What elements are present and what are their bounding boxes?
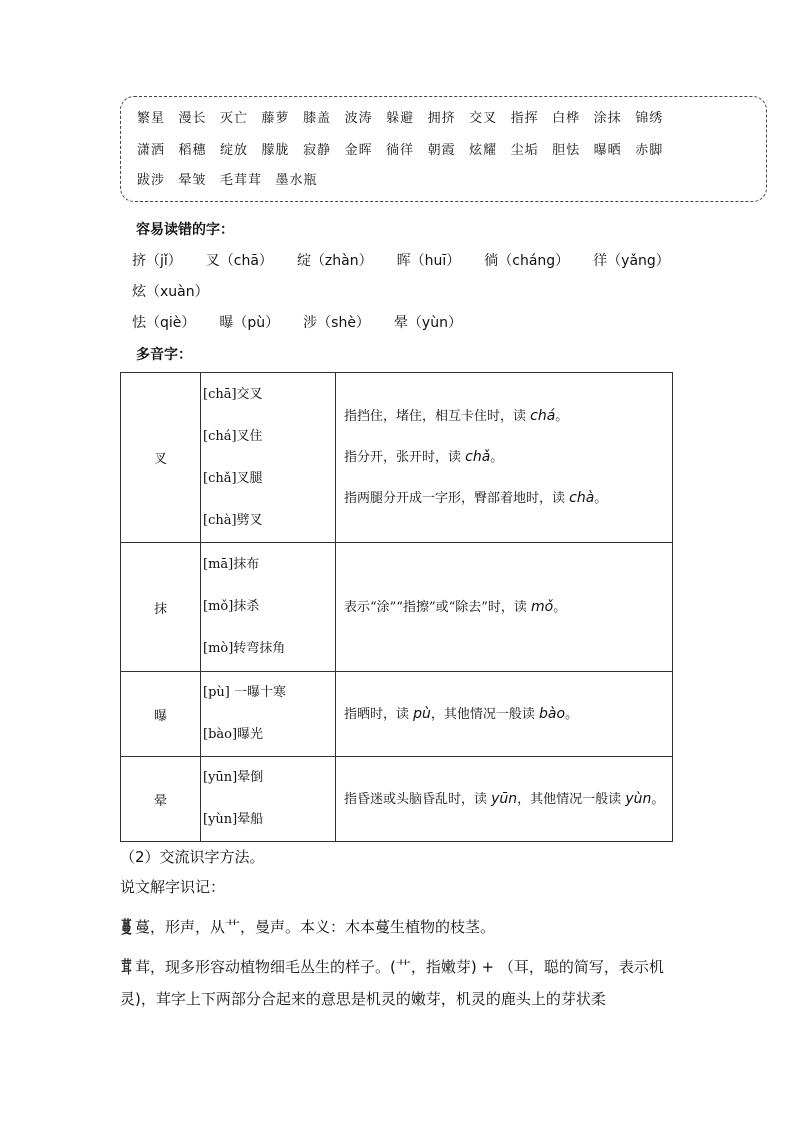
vocab-word: 徜徉: [386, 143, 415, 158]
punctuation: 。: [651, 791, 665, 807]
explanation-line: [344, 700, 672, 729]
vocab-word: 波涛: [344, 111, 373, 126]
shuowen-entry: [120, 952, 680, 1014]
misread-char: 徉（yǎng）: [593, 253, 670, 269]
polyphonic-char: 曝: [121, 672, 201, 757]
explanation-cell: [336, 757, 673, 842]
method-text: （2）交流识字方法。: [120, 848, 265, 866]
misread-char: 怯（qiè）: [132, 315, 196, 331]
vocab-word: 寂静: [303, 143, 332, 158]
explanation-text: ，其他情况一般读: [430, 706, 540, 722]
table-row: [121, 543, 673, 672]
vocab-row-2: [137, 139, 766, 163]
readings-cell: [201, 672, 336, 757]
explanation-cell: [336, 373, 673, 543]
table-row: [121, 373, 673, 543]
explanation-line: [344, 396, 672, 437]
explanation-text: 指晒时，读: [344, 706, 414, 722]
reading-item: [mò]转弯抹角: [203, 641, 286, 656]
explanation-text: 指昏迷或头脑昏乱时，读: [344, 791, 492, 807]
polyphonic-char: 抹: [121, 543, 201, 672]
explanation-text: 表示“涂”“指擦”或“除去”时，读: [344, 599, 532, 615]
explanation-text: 指分开，张开时，读: [344, 450, 466, 465]
table-row: [121, 672, 673, 757]
seal-script-glyph: 茸: [121, 958, 132, 979]
vocab-word: 朦胧: [261, 143, 290, 158]
misread-char: 涉（shè）: [303, 315, 370, 331]
reading-item: [mā]抹布: [203, 557, 260, 572]
vocab-word: 涂抹: [593, 111, 622, 126]
misread-char: 徜（cháng）: [484, 253, 570, 269]
polyphonic-table: [120, 372, 673, 842]
reading-item: [chá]叉住: [203, 428, 263, 444]
pinyin: chǎ: [465, 449, 491, 465]
entry-text: 茸，现多形容动植物细毛丛生的样子。(艹，指嫩芽) + （耳，聪的简写，表示机灵)，茸字上下两部分合起来的意思是机灵的嫩芽，机灵的鹿头上的芽状柔: [120, 958, 664, 1008]
explanation-cell: [336, 672, 673, 757]
table-row: [121, 757, 673, 842]
reading-item: [chǎ]叉腿: [203, 470, 263, 486]
vocab-word: 墨水瓶: [275, 173, 318, 188]
reading-item: [yùn]晕船: [203, 812, 264, 827]
easily-misread-heading: 容易读错的字：: [136, 222, 234, 238]
explanation-text: ，其他情况一般读: [517, 791, 626, 807]
explanation-line: [344, 437, 672, 478]
pinyin: mǒ: [531, 598, 554, 615]
vocab-row-3: [137, 169, 766, 193]
vocab-word: 交叉: [469, 111, 498, 126]
vocab-word: 潇洒: [137, 143, 166, 158]
readings-cell: [201, 757, 336, 842]
readings-cell: [201, 373, 336, 543]
reading-item: [chà]劈叉: [203, 512, 263, 528]
reading-item: [yūn]晕倒: [203, 770, 264, 785]
pinyin: bào: [539, 705, 566, 722]
explanation-line: [344, 478, 672, 519]
pinyin: yūn: [491, 790, 518, 807]
vocab-word: 赤脚: [635, 143, 664, 158]
vocabulary-box: [120, 96, 767, 202]
pinyin: yùn: [625, 790, 652, 807]
seal-script-glyph: 蔓: [121, 918, 132, 939]
vocab-word: 白桦: [552, 111, 581, 126]
readings-cell: [201, 543, 336, 672]
vocab-word: 锦绣: [635, 111, 664, 126]
explanation-text: 指两腿分开成一字形，臀部着地时，读: [344, 491, 570, 506]
vocab-row-1: [137, 107, 766, 131]
vocab-word: 稻穗: [178, 143, 207, 158]
vocab-word: 毛茸茸: [220, 173, 263, 188]
explanation-cell: [336, 543, 673, 672]
punctuation: 。: [490, 450, 504, 465]
vocab-word: 灭亡: [220, 111, 249, 126]
misread-char: 曝（pù）: [219, 315, 280, 331]
vocab-word: 躲避: [386, 111, 415, 126]
reading-item: [mǒ]抹杀: [203, 599, 260, 614]
vocab-word: 晕皱: [178, 173, 207, 188]
polyphonic-heading: 多音字：: [136, 347, 192, 363]
pinyin: chá: [530, 408, 556, 424]
vocab-word: 繁星: [137, 111, 166, 126]
vocab-word: 拥挤: [427, 111, 456, 126]
vocab-word: 尘垢: [510, 143, 539, 158]
vocab-word: 漫长: [178, 111, 207, 126]
explanation-line: [344, 587, 672, 628]
vocab-word: 指挥: [510, 111, 539, 126]
vocab-word: 金晖: [344, 143, 373, 158]
entry-text: 蔓，形声，从艹，曼声。本义：木本蔓生植物的枝茎。: [135, 918, 496, 936]
shuowen-entry: [120, 912, 680, 944]
punctuation: 。: [594, 491, 608, 506]
reading-item: [chā]交叉: [203, 386, 263, 402]
misread-line-3: [132, 312, 486, 332]
punctuation: 。: [553, 599, 567, 615]
misread-char: 炫（xuàn）: [132, 284, 209, 300]
polyphonic-char: 晕: [121, 757, 201, 842]
vocab-word: 藤萝: [261, 111, 290, 126]
vocab-word: 曝晒: [593, 143, 622, 158]
vocab-word: 朝霞: [427, 143, 456, 158]
reading-item: [bào]曝光: [203, 727, 264, 742]
misread-char: 绽（zhàn）: [296, 253, 373, 269]
explanation-text: 指挡住，堵住，相互卡住时，读: [344, 409, 531, 424]
explanation-line: [344, 785, 672, 814]
vocab-word: 膝盖: [303, 111, 332, 126]
punctuation: 。: [565, 706, 579, 722]
polyphonic-char: 叉: [121, 373, 201, 543]
misread-char: 挤（jǐ）: [132, 253, 182, 269]
pinyin: chà: [569, 490, 595, 506]
misread-char: 晕（yùn）: [393, 315, 462, 331]
misread-line-1: [132, 250, 694, 270]
vocab-word: 炫耀: [469, 143, 498, 158]
vocab-word: 胆怯: [552, 143, 581, 158]
shuowen-heading: 说文解字识记：: [120, 878, 226, 896]
misread-line-2: [132, 281, 233, 301]
vocab-word: 绽放: [220, 143, 249, 158]
reading-item: [pù] 一曝十寒: [203, 685, 286, 700]
vocab-word: 跋涉: [137, 173, 166, 188]
punctuation: 。: [555, 409, 569, 424]
pinyin: pù: [413, 705, 431, 722]
misread-char: 叉（chā）: [205, 253, 273, 269]
misread-char: 晖（huī）: [396, 253, 461, 269]
